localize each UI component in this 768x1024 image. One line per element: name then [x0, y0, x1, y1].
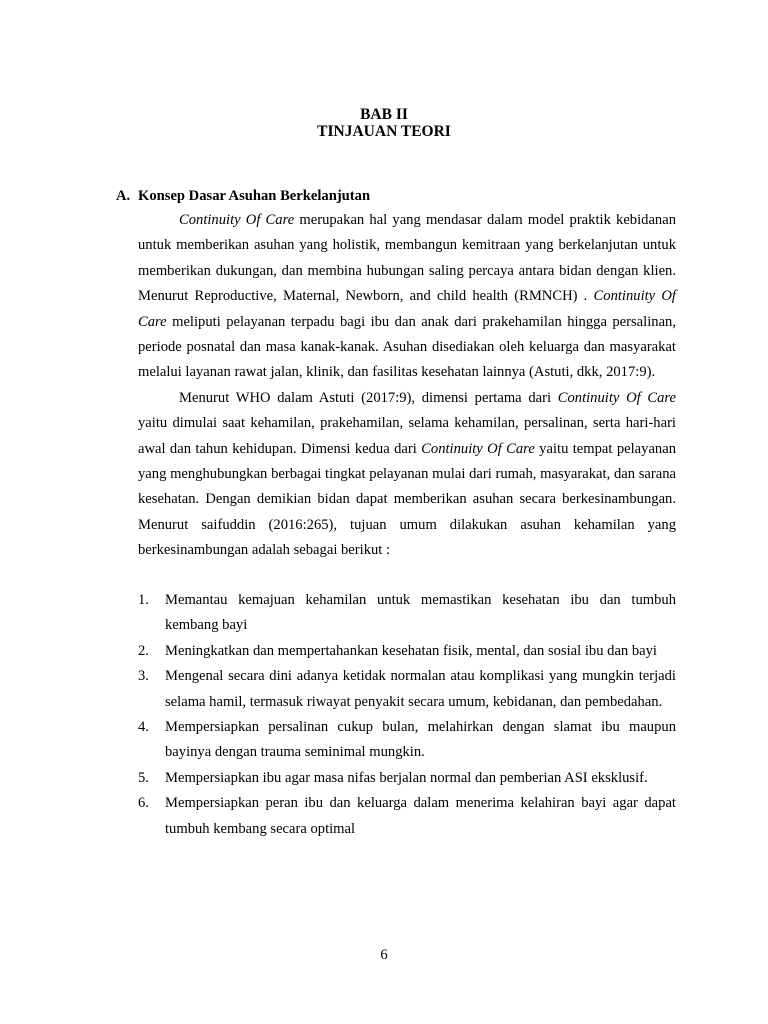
list-item-text: Mempersiapkan peran ibu dan keluarga dalam menerima kelahiran bayi agar dapat tumbuh kembang secara optimal: [165, 795, 676, 837]
chapter-title: TINJAUAN TEORI: [317, 123, 451, 140]
paragraph-segment: yaitu tempat pelayanan yang menghubungkan berbagai tingkat pelayanan mulai dari rumah, masyarakat, dan sarana kesehatan. Dengan demikian bidan dapat memberikan asuhan secara berkesinambungan. Menurut saifuddin (2016:265), tujuan umum dilakukan asuhan kehamilan yang berkesinambungan adalah sebagai berikut :: [138, 440, 676, 559]
section-letter: A.: [116, 188, 131, 204]
list-item-text: Mempersiapkan persalinan cukup bulan, melahirkan dengan slamat ibu maupun bayinya dengan trauma seminimal mungkin.: [165, 719, 676, 761]
section-heading: [116, 187, 370, 205]
list-item-number: 1.: [138, 592, 149, 608]
chapter-number: BAB II: [360, 106, 408, 123]
list-item-number: 5.: [138, 769, 149, 786]
list-item-number: 3.: [138, 668, 149, 685]
list-item-number: 2.: [138, 642, 149, 659]
paragraph-segment: yaitu dimulai saat kehamilan, prakehamilan, selama kehamilan, persalinan, serta hari-hari awal dan tahun kehidupan. Dimensi kedua dari: [138, 415, 676, 457]
page-number: 6: [380, 947, 388, 963]
list-item-number: 4.: [138, 719, 149, 736]
paragraph-segment: Continuity Of Care: [179, 212, 295, 228]
paragraph-segment: Menurut WHO dalam Astuti (2017:9), dimensi pertama dari: [179, 389, 558, 406]
list-item: [138, 715, 676, 766]
body-text: [138, 208, 676, 564]
list-item-text: Mengenal secara dini adanya ketidak normalan atau komplikasi yang mungkin terjadi selama hamil, termasuk riwayat penyakit secara umum, kebidanan, dan pembedahan.: [165, 668, 676, 710]
paragraph: [138, 386, 676, 564]
list-item-text: Meningkatkan dan mempertahankan kesehatan fisik, mental, dan sosial ibu dan bayi: [165, 642, 657, 659]
list-item: [138, 639, 676, 664]
list-item-text: Mempersiapkan ibu agar masa nifas berjalan normal dan pemberian ASI eksklusif.: [165, 769, 648, 786]
list-item: [138, 766, 676, 791]
list-item: [138, 588, 676, 639]
list-item: [138, 664, 676, 715]
paragraph-segment: merupakan hal yang mendasar dalam model praktik kebidanan untuk memberikan asuhan yang holistik, membangun kemitraan yang berkelanjutan untuk memberikan dukungan, dan membina hubungan saling percaya antara bidan dengan klien. Menurut Reproductive, Maternal, Newborn, and child health (RMNCH) .: [138, 212, 677, 305]
list-item-text: Memantau kemajuan kehamilan untuk memastikan kesehatan ibu dan tumbuh kembang bayi: [165, 592, 676, 634]
paragraph-segment: meliputi pelayanan terpadu bagi ibu dan anak dari prakehamilan hingga persalinan, periode posnatal dan masa kanak-kanak. Asuhan disediakan oleh keluarga dan masyarakat melalui layanan rawat jalan, klinik, dan fasilitas kesehatan lainnya (Astuti, dkk, 2017:9).: [138, 313, 676, 381]
paragraph-segment: Continuity Of Care: [138, 288, 676, 330]
section-title: Konsep Dasar Asuhan Berkelanjutan: [138, 188, 371, 204]
list-item-number: 6.: [138, 795, 149, 812]
paragraph-segment: Continuity Of Care: [421, 440, 535, 457]
paragraph-segment: Continuity Of Care: [557, 389, 676, 406]
goals-list: [138, 588, 676, 842]
list-item: [138, 791, 676, 842]
paragraph: [138, 208, 676, 386]
